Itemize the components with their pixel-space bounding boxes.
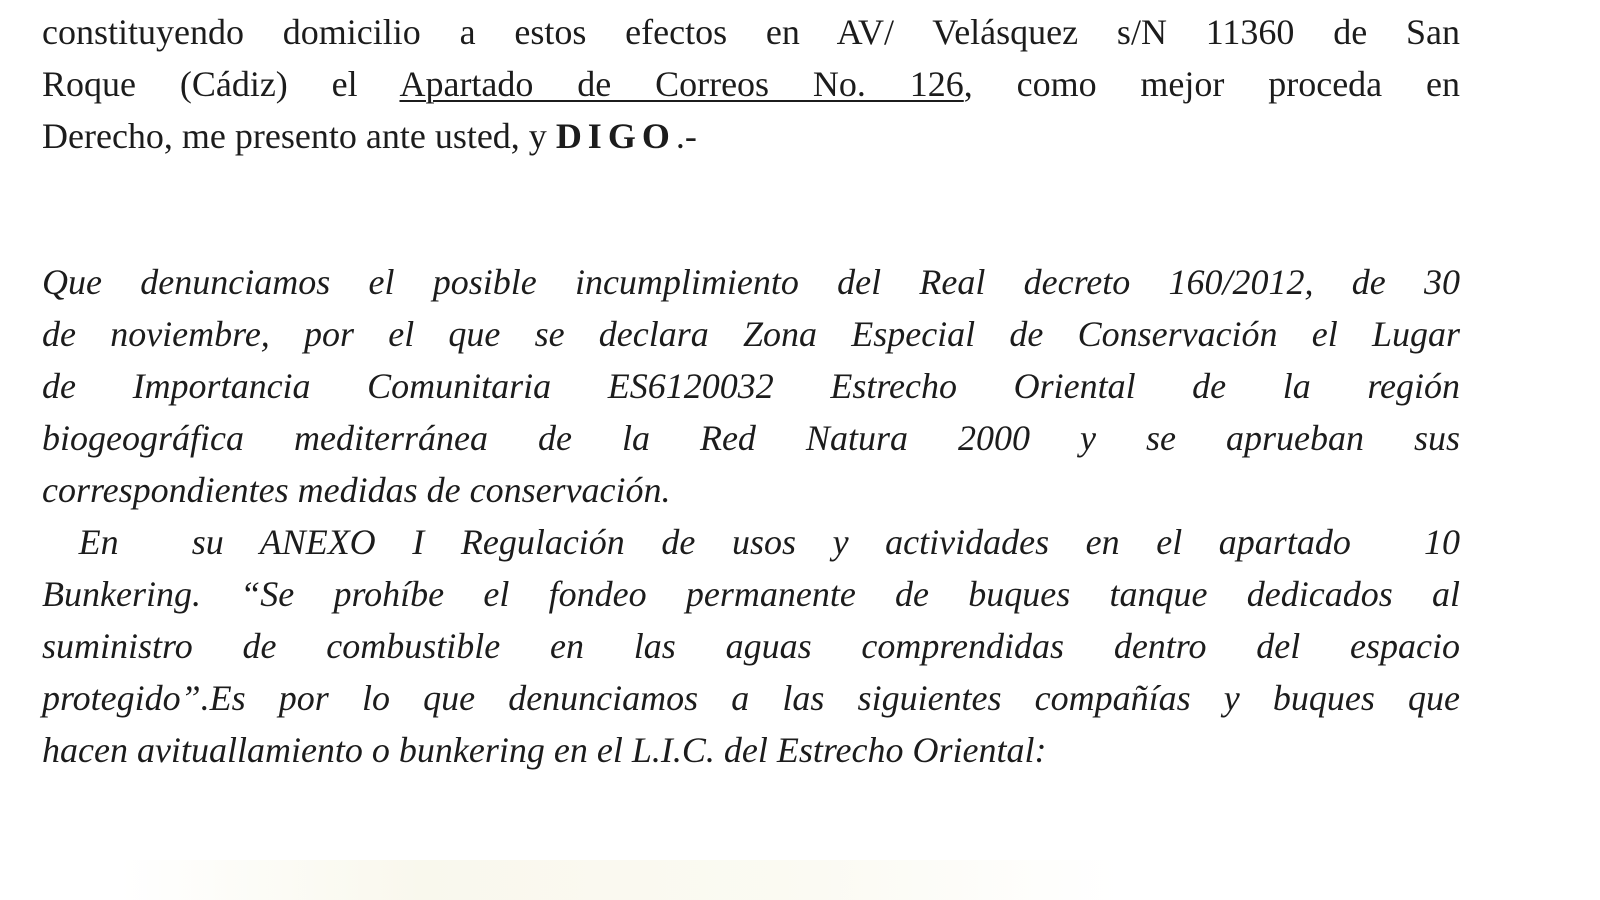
annex-line-2: [42, 568, 1460, 620]
annex-text-5: hacen avituallamiento o bunkering en el L.I.C. del Estrecho Oriental:: [42, 730, 1047, 770]
annex-text-4: protegido”.Es por lo que denunciamos a las siguientes compañías y buques que: [42, 678, 1460, 718]
complaint-text-1: Que denunciamos el posible incumplimiento del Real decreto 160/2012, de 30: [42, 262, 1460, 302]
address-text: constituyendo domicilio a estos efectos en AV/ Velásquez s/N 11360 de San: [42, 12, 1460, 52]
annex-line-4: [42, 672, 1460, 724]
complaint-line-3: [42, 360, 1460, 412]
complaint-text-3: de Importancia Comunitaria ES6120032 Estrecho Oriental de la región: [42, 366, 1460, 406]
mailbox-pre-text: Roque (Cádiz) el: [42, 64, 400, 104]
annex-text-1: En su ANEXO I Regulación de usos y actividades en el apartado 10: [42, 522, 1460, 562]
address-line: [42, 6, 1460, 58]
complaint-line-5: [42, 464, 1460, 516]
document-page: [42, 0, 1460, 900]
annex-line-3: [42, 620, 1460, 672]
annex-text-3: suministro de combustible en las aguas comprendidas dentro del espacio: [42, 626, 1460, 666]
complaint-text-4: biogeográfica mediterránea de la Red Natura 2000 y se aprueban sus: [42, 418, 1460, 458]
complaint-text-2: de noviembre, por el que se declara Zona Especial de Conservación el Lugar: [42, 314, 1460, 354]
digo-pre-text: Derecho, me presento ante usted, y: [42, 116, 556, 156]
digo-post-text: .-: [675, 116, 697, 156]
complaint-line-2: [42, 308, 1460, 360]
digo-bold-text: DIGO: [555, 116, 676, 156]
complaint-text-5: correspondientes medidas de conservación.: [42, 470, 671, 510]
mailbox-post-text: , como mejor proceda en: [963, 64, 1460, 104]
paper-stain: [120, 860, 1120, 900]
annex-text-2: Bunkering. “Se prohíbe el fondeo permanente de buques tanque dedicados al: [42, 574, 1460, 614]
complaint-line-4: [42, 412, 1460, 464]
mailbox-underlined-text: Apartado de Correos No. 126: [399, 64, 964, 104]
digo-line: [42, 110, 1460, 162]
mailbox-line: [42, 58, 1460, 110]
complaint-line-1: [42, 256, 1460, 308]
annex-line-5: [42, 724, 1460, 776]
annex-line-1: [42, 516, 1460, 568]
